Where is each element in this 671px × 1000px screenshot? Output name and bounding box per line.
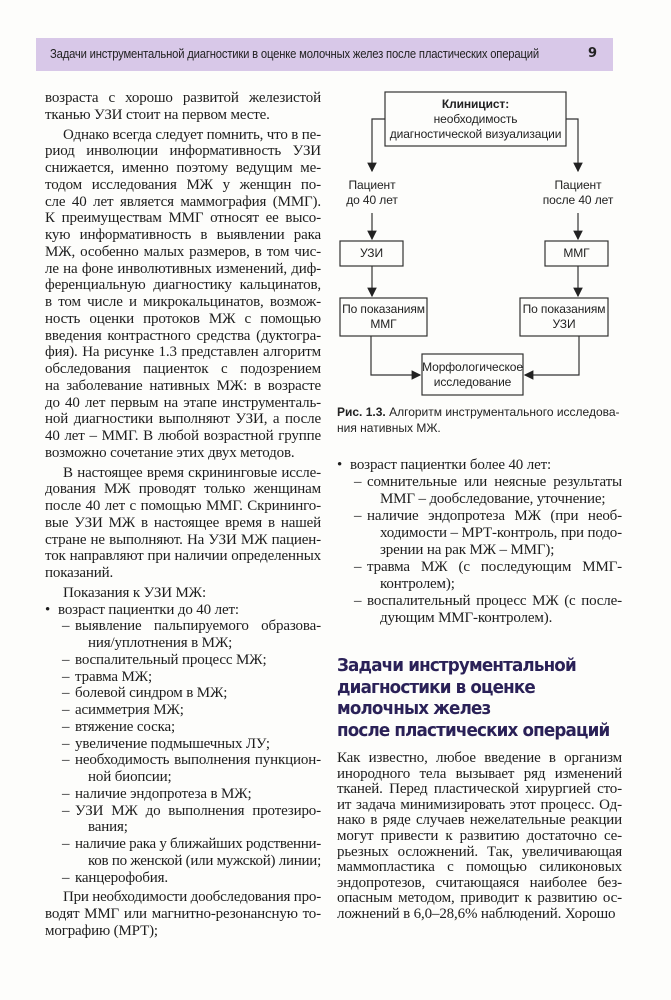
line-text: травма МЖ (с последующим ММГ- [367,559,622,575]
dash-icon: – [62,836,70,852]
bullet-item [45,602,321,619]
line-text: снижается, именно поэтому ведущим ме- [45,160,321,176]
dash-item-line [45,769,321,786]
arrow-right-to-morphology [525,336,579,375]
dash-item-line [45,853,321,870]
dash-icon: – [354,593,362,609]
dash-icon: – [62,718,70,735]
line-text: риод инволюции информативность УЗИ [45,143,321,160]
line-text: сомнительные или неясные результаты [367,474,622,490]
patient-label-line: до 40 лет [346,193,398,207]
line-text: наличие эндопротеза МЖ (при необ- [367,508,622,524]
diagram-lines [0,0,671,440]
dash-item-line [45,819,321,836]
dash-item-line [337,593,622,610]
uzi-box-text: УЗИ [360,246,383,260]
text-line [45,515,321,532]
line-text: обследования пациенток с подозрением [45,361,321,377]
line-text: ков по женской (или мужской) линии; [88,852,321,869]
dash-icon: – [62,869,70,886]
line-text: кую информативность в выявлении рака [45,227,321,243]
line-text: канцерофобия. [75,869,169,886]
line-text: наличие эндопротеза в МЖ; [75,785,252,802]
arrow-left-branch [372,119,385,171]
dash-item-line [45,870,321,887]
line-text: тканью УЗИ стоит на первом месте. [45,106,270,123]
patient-label-line: после 40 лет [542,193,614,207]
dash-item-line [45,836,321,853]
dash-icon: – [62,752,70,769]
line-text: маммопластика с помощью силиконовых [337,859,622,876]
dash-item-line [337,508,622,525]
line-text: стране не выполняют. На УЗИ МЖ пациен- [45,531,321,548]
running-title: Задачи инструментальной диагностики в оценке молочных желез после пластических операций [50,47,539,61]
line-text: фия). На рисунке 1.3 представлен алгоритм [45,344,321,361]
heading-line: молочных желез [337,698,491,719]
line-text: контролем); [380,576,455,592]
text-line [337,751,622,767]
dash-item-line [337,491,622,508]
right-column-body [337,751,622,923]
line-text: ференциальную диагностику кальцинатов, [45,277,321,294]
text-line [45,445,321,462]
line-text: вые УЗИ МЖ в настоящее время в нашей [45,514,321,531]
line-text: воспалительный процесс МЖ (с после- [367,593,622,609]
right-indication-text [520,302,608,332]
line-text: наличие рака у ближайших родственни- [75,836,321,852]
figure-caption [337,404,622,436]
line-text: ле на фоне инволютивных изменений, диф- [45,260,321,277]
line-text: ит задача минимизировать этот процесс. Од- [337,796,622,813]
line-text: К преимуществам ММГ относят ее высо- [45,210,321,227]
dash-icon: – [62,785,70,802]
dash-item-line [45,685,321,702]
line-text: ММГ – дообследование, уточнение; [380,491,606,507]
line-text: на заболевание нативных МЖ: в возрасте [45,377,321,394]
text-line [45,548,321,565]
line-text: травма МЖ; [75,668,152,685]
left-indication-text [340,302,427,332]
heading-line: Задачи инструментальной [337,655,576,676]
dash-item-line [45,719,321,736]
line-text: тодом исследования МЖ у женщин по- [45,176,321,193]
box-line: исследование [433,375,512,389]
line-text: При необходимости дообследования про- [63,889,321,906]
line-text: ной биопсии; [88,769,172,785]
dash-icon: – [62,735,70,752]
line-text: в том числе и микрокальцинатов, возмож- [45,294,321,310]
line-text: Показания к УЗИ МЖ: [63,584,206,601]
line-text: эндопротезов, считающаяся наиболее без- [337,874,622,891]
line-text: возраста с хорошо развитой железистой [45,90,321,106]
line-text: Однако всегда следует помнить, что в пе- [63,126,321,143]
text-line [337,891,622,907]
text-line [45,565,321,582]
heading-line: диагностики в оценке [337,676,535,698]
text-line [45,906,321,923]
dash-icon: – [62,702,70,718]
dash-item-line [45,702,321,719]
line-text: воспалительный процесс МЖ; [75,651,267,668]
page-number: 9 [587,46,597,61]
line-text: введения контрастного средства (дуктогра- [45,327,321,344]
text-line [337,907,622,923]
text-line [337,829,622,845]
bullet-icon: • [45,601,51,618]
line-text: возможно сочетание этих двух методов. [45,444,295,461]
clinician-box-text [385,97,566,142]
line-text: асимметрия МЖ; [75,702,184,718]
line-text: нако в ряде случаев нежелательные реакции [337,812,622,829]
text-line [337,767,622,783]
right-patient-label [528,178,628,208]
box-line: По показаниям [342,302,425,316]
heading-line: после пластических операций [337,719,610,741]
line-text: В настоящее время скрининговые иссле- [63,464,321,481]
line-text: дования МЖ проводят только женщинам [45,481,321,498]
mmg-box-text: ММГ [563,246,590,260]
right-column-list [337,457,622,627]
dash-item-line [45,669,321,686]
box-line: По показаниям [522,302,606,316]
line-text: увеличение подмышечных ЛУ; [75,735,270,752]
dash-item-line [45,803,321,820]
text-line [45,585,321,602]
line-text: дующим ММГ-контролем). [380,610,553,626]
dash-item-line [45,635,321,652]
dash-icon: – [62,685,70,702]
dash-icon: – [354,559,362,575]
line-text: втяжение соска; [75,718,176,735]
bullet-icon: • [337,457,343,473]
dash-icon: – [354,474,362,490]
box-line: УЗИ [552,317,576,331]
dash-icon: – [354,508,362,524]
dash-item-line [45,618,321,635]
caption-text-cont: ния нативных МЖ. [337,421,441,435]
line-text: показаний. [45,565,114,581]
patient-label-line: Пациент [348,178,396,192]
line-text: ность оценки протоков МЖ с помощью [45,310,321,327]
line-text: водят ММГ или магнитно-резонансную то- [45,906,321,922]
text-line [45,498,321,515]
line-text: опасным методом, приводит к развитию ос- [337,890,622,907]
section-heading [337,655,609,741]
dash-item-line [337,610,622,627]
dash-item-line [45,652,321,669]
text-line [45,923,321,940]
text-line [45,889,321,906]
line-text: рьезных осложнений. Так, увеличивающая [337,843,622,860]
line-text: возраст пациентки до 40 лет: [58,601,239,618]
line-text: сле 40 лет является маммография (ММГ). [45,193,321,210]
text-line [45,465,321,482]
line-text: Как известно, любое введение в организм [337,750,622,766]
line-text: болевой синдром в МЖ; [75,685,228,702]
line-text: ложнений в 6,0–28,6% наблюдений. Хорошо [337,905,616,922]
line-text: вания; [88,819,128,836]
dash-icon: – [62,668,70,685]
box-line: Морфологическое [422,360,523,374]
left-patient-label [322,178,422,208]
text-line [45,532,321,549]
line-text: ходимости – МРТ-контроль, при подо- [380,525,622,541]
dash-item-line [337,474,622,491]
caption-text: Алгоритм инструментального исследова- [385,405,620,419]
dash-item-line [337,525,622,542]
line-text: инородного тела вызывает ряд изменений [337,765,622,782]
clinician-title: Клиницист: [441,97,510,111]
patient-label-line: Пациент [554,178,602,192]
line-text: 40 лет – ММГ. В любой возрастной группе [45,428,321,444]
bullet-item [337,457,622,474]
line-text: ной диагностики выполняют УЗИ, а после [45,411,321,428]
line-text: возраст пациентки более 40 лет: [350,457,552,473]
dash-item-line [45,786,321,803]
dash-item-line [337,542,622,559]
line-text: УЗИ МЖ до выполнения протезиро- [75,802,321,819]
text-line [337,860,622,876]
dash-item-line [337,559,622,576]
arrow-right-branch [566,119,578,171]
line-text: после 40 лет с помощью ММГ. Скрининго- [45,498,321,514]
line-text: зрении на рак МЖ – ММГ); [380,542,555,558]
dash-item-line [337,576,622,593]
dash-icon: – [62,802,70,819]
line-text: до 40 лет первым на этапе инструменталь- [45,394,321,411]
line-text: мографию (МРТ); [45,922,158,939]
dash-item-line [45,736,321,753]
text-line [45,481,321,498]
text-line [337,876,622,892]
arrow-left-to-morphology [371,336,420,375]
line-text: необходимость выполнения пункцион- [75,752,321,769]
line-text: выявление пальпируемого образова- [75,618,321,635]
text-line [337,813,622,829]
dash-icon: – [62,618,70,635]
clinician-line: диагностической визуализации [389,127,562,141]
caption-label: Рис. 1.3. [337,405,386,419]
line-text: могут привести к развитию достаточно се- [337,827,622,844]
dash-icon: – [62,651,70,668]
dash-item-line [45,752,321,769]
text-line [337,845,622,861]
line-text: ток направляют при наличии определенных [45,548,321,565]
line-text: ния/уплотнения в МЖ; [88,635,233,651]
text-line [337,798,622,814]
clinician-line: необходимость [433,112,518,126]
box-line: ММГ [370,317,397,331]
line-text: МЖ, особенно малых размеров, в том чис- [45,243,321,260]
morphology-text [422,360,523,390]
text-line [337,782,622,798]
line-text: тканей. Перед пластической хирургией сто- [337,781,622,798]
